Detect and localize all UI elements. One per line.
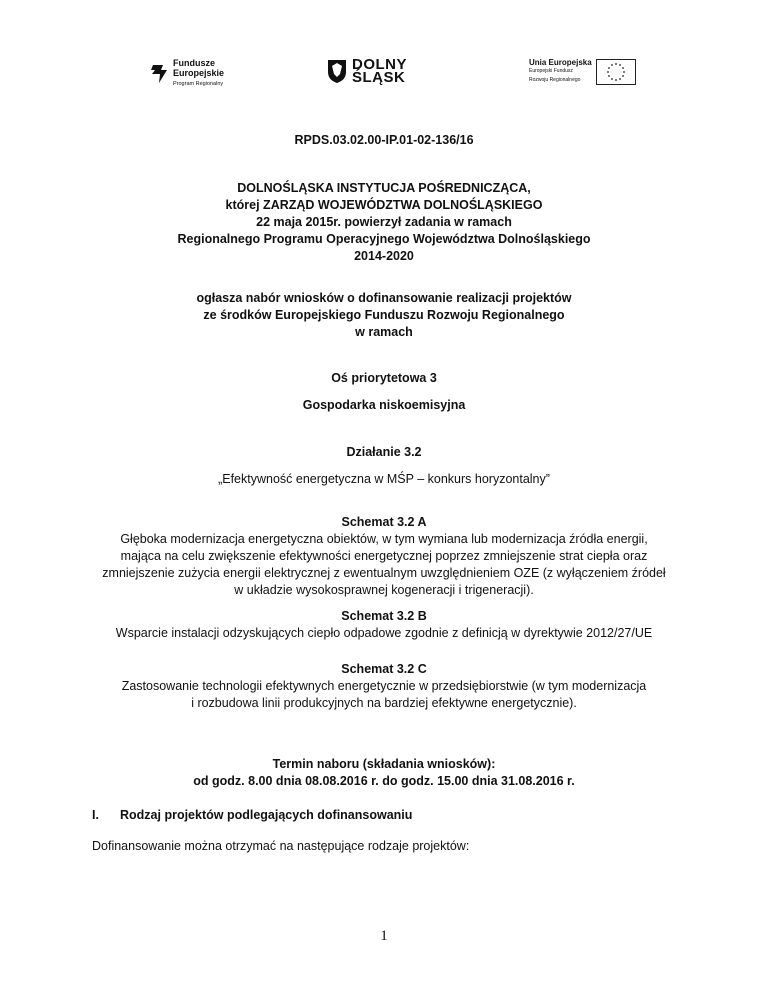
axis-label: Oś priorytetowa 3: [331, 371, 437, 385]
schemat-a-line-1: Głęboka modernizacja energetyczna obiektów, w tym wymiana lub modernizacja źródła energii,: [120, 532, 648, 546]
schemat-a-title: Schemat 3.2 A: [341, 515, 427, 529]
fundusze-europejskie-logo: [149, 58, 224, 89]
schemat-b-title: Schemat 3.2 B: [341, 609, 427, 623]
schemat-c-line-2: i rozbudowa linii produkcyjnych na bardziej efektywne energetycznie).: [191, 696, 577, 710]
schemat-c-line-1: Zastosowanie technologii efektywnych energetycznie w przedsiębiorstwie (w tym modernizacja: [121, 679, 647, 693]
schemat-c-title: Schemat 3.2 C: [341, 662, 427, 676]
fe-star-icon: [149, 63, 169, 85]
schemat-a-line-4: w układzie wysokosprawnej kogeneracji i trigeneracji).: [234, 583, 534, 597]
intro-line-3: 22 maja 2015r. powierzył zadania w ramach: [256, 215, 512, 229]
eagle-crest-icon: [326, 58, 348, 84]
fe-line3: Program Regionalny: [173, 81, 224, 87]
section-1-heading: [92, 808, 412, 822]
ds-line2: ŚLĄSK: [352, 69, 406, 86]
ue-line1: Unia Europejska: [529, 58, 592, 67]
ue-line2: Europejski Fundusz: [529, 68, 573, 74]
page-number: 1: [380, 928, 388, 944]
section-1-number: I.: [92, 808, 99, 822]
intro-line-2: której ZARZĄD WOJEWÓDZTWA DOLNOŚLĄSKIEGO: [225, 198, 543, 212]
intro-line-1: DOLNOŚLĄSKA INSTYTUCJA POŚREDNICZĄCA,: [237, 181, 531, 195]
intro-line-4: Regionalnego Programu Operacyjnego Województwa Dolnośląskiego: [177, 232, 591, 246]
section-1-paragraph: Dofinansowanie można otrzymać na następujące rodzaje projektów:: [92, 839, 470, 853]
schemat-b-line-1: Wsparcie instalacji odzyskujących ciepło odpadowe zgodnie z definicją w dyrektywie 2012/27/UE: [115, 626, 653, 640]
intro-line-5: 2014-2020: [354, 249, 414, 263]
termin-dates: od godz. 8.00 dnia 08.08.2016 r. do godz. 15.00 dnia 31.08.2016 r.: [193, 774, 575, 788]
schemat-a-line-3: zmniejszenie zużycia energii elektrycznej z ewentualnym uwzględnieniem OZE (z wyłączeniem źródeł: [102, 566, 666, 580]
axis-name: Gospodarka niskoemisyjna: [302, 398, 466, 412]
announce-line-3: w ramach: [355, 325, 413, 339]
ds-line1: DOLNY: [352, 56, 407, 73]
unia-europejska-logo: [529, 58, 636, 85]
fe-line1: Fundusze: [173, 58, 215, 68]
reference-number: RPDS.03.02.00-IP.01-02-136/16: [294, 133, 474, 147]
eu-flag-icon: [596, 59, 636, 85]
fe-line2: Europejskie: [173, 68, 225, 78]
schemat-a-line-2: mająca na celu zwiększenie efektywności energetycznej poprzez zmniejszenie strat ciepła oraz: [120, 549, 648, 563]
termin-label: Termin naboru (składania wniosków):: [272, 757, 496, 771]
announce-line-2: ze środków Europejskiego Funduszu Rozwoju Regionalnego: [203, 308, 565, 322]
section-1-title: Rodzaj projektów podlegających dofinansowaniu: [120, 808, 413, 822]
dolny-slask-logo: [326, 58, 407, 84]
action-label: Działanie 3.2: [346, 445, 422, 459]
announce-line-1: ogłasza nabór wniosków o dofinansowanie realizacji projektów: [196, 291, 572, 305]
logo-bar: [0, 58, 768, 98]
action-name: „Efektywność energetyczna w MŚP – konkurs horyzontalny”: [218, 472, 550, 486]
ue-line3: Rozwoju Regionalnego: [529, 77, 581, 83]
